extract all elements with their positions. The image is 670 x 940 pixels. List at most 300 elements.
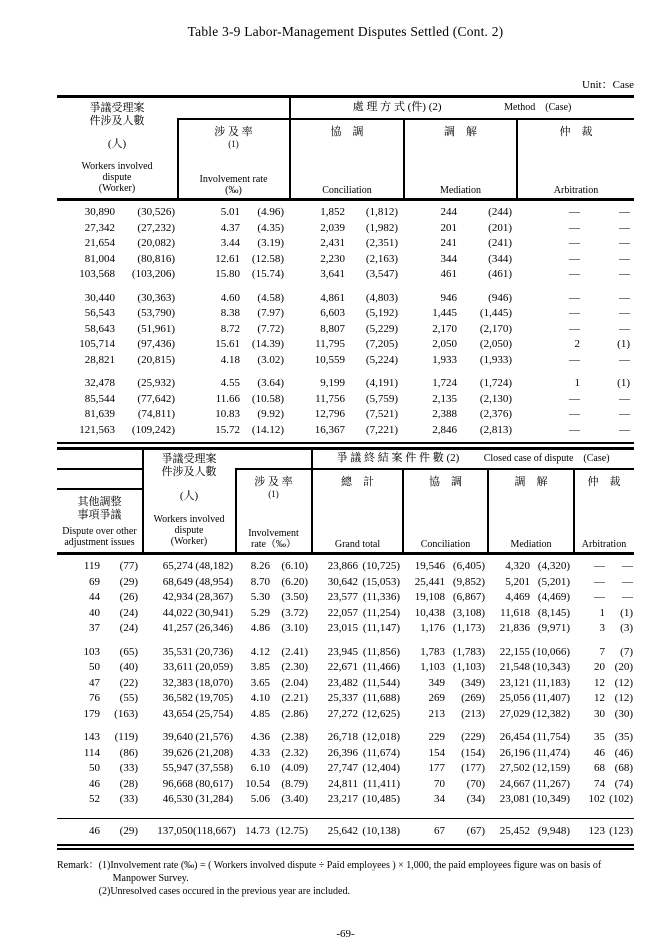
table-disputes-settled-method — [57, 95, 634, 444]
group-header-closed-cases — [312, 450, 634, 466]
table-cell: 349 — [428, 676, 445, 689]
table-cell: 46 — [89, 824, 100, 837]
group-header-method — [290, 98, 634, 116]
table-cell: 32,478 — [84, 377, 115, 389]
table-cell: (102) — [609, 793, 633, 805]
table-cell: 36,582 — [162, 692, 193, 704]
table-cell: (2,170) — [479, 322, 512, 335]
table-cell: (3.10) — [281, 622, 308, 634]
table-row — [57, 252, 634, 268]
table-cell: (3.50) — [281, 591, 308, 603]
table-cell: 23,015 — [327, 622, 358, 634]
table-cell: 23,945 — [327, 645, 358, 658]
table-cell: 70 — [434, 777, 445, 790]
table-cell: 10.54 — [245, 777, 270, 790]
col-header-involvement-rate — [178, 120, 289, 198]
table-cell: — — [619, 392, 630, 405]
table-cell: 5.06 — [250, 793, 270, 805]
table2-bottom-rule2 — [57, 848, 634, 850]
table-cell: 33,611 — [163, 661, 193, 673]
table-cell: (12,382) — [532, 707, 570, 720]
table-cell: (1,783) — [452, 645, 485, 658]
table-cell: 20 — [594, 661, 605, 673]
table-disputes-closed-cases — [57, 447, 634, 850]
col-header-text: Involvement rate — [199, 174, 268, 185]
table-cell: (7.72) — [257, 322, 284, 335]
remark-body — [99, 859, 602, 898]
table-cell: 8.38 — [220, 307, 240, 319]
col-header-text: 仲 裁 — [587, 476, 621, 488]
table-cell: — — [569, 392, 580, 405]
col-header-text: rate（‰） — [250, 539, 296, 550]
table-cell: 25,337 — [327, 692, 358, 704]
table-row — [57, 824, 634, 840]
table-cell: 244 — [440, 206, 457, 218]
table-row — [57, 676, 634, 692]
table-cell: (26,346) — [195, 622, 233, 634]
table1-header — [57, 98, 634, 198]
table2-body — [57, 555, 634, 812]
table-cell: (229) — [461, 731, 485, 743]
row-block — [57, 824, 634, 840]
table-cell: (4.35) — [257, 221, 284, 234]
col-header-text: 爭議受理案 — [89, 102, 145, 114]
table-cell: — — [622, 591, 633, 603]
table-cell: 4,320 — [505, 560, 530, 572]
table-cell: (29) — [119, 575, 138, 588]
table-cell: (28) — [119, 777, 138, 790]
table-cell: 4.55 — [220, 377, 240, 389]
table-cell: (4,191) — [365, 377, 398, 389]
table-cell: (1,445) — [479, 307, 512, 319]
col-header-text: dispute — [174, 525, 204, 536]
table-row — [57, 221, 634, 237]
table-cell: 137,050 — [157, 824, 193, 837]
table-cell: — — [594, 560, 605, 572]
table-cell: (3.19) — [257, 237, 284, 249]
table-cell: 46,530 — [162, 793, 193, 805]
table-cell: (4,469) — [537, 591, 570, 603]
table-cell: (1,173) — [452, 622, 485, 634]
table-cell: 27,272 — [327, 707, 358, 720]
table-cell: 2,388 — [432, 408, 457, 420]
table-cell: 154 — [428, 746, 445, 759]
table-cell: — — [619, 221, 630, 234]
table-cell: (40) — [119, 661, 138, 673]
table-cell: (19,705) — [195, 692, 233, 704]
table-row — [57, 707, 634, 723]
table-cell: (9.92) — [257, 408, 284, 420]
table-cell: — — [569, 206, 580, 218]
table-cell: (28,367) — [195, 591, 233, 603]
table-cell: 2,846 — [432, 423, 457, 436]
table-cell: (11,411) — [363, 777, 400, 790]
table-row — [57, 407, 634, 423]
table-cell: (67) — [466, 824, 485, 837]
table-cell: (20,736) — [195, 645, 233, 658]
remark-line: (2)Unresolved cases occured in the previous year are included. — [98, 886, 350, 897]
table-cell: 241 — [440, 237, 457, 249]
table-cell: (118,667) — [193, 824, 236, 837]
col-header-text: 件涉及人數 — [161, 466, 217, 478]
table-cell: (5,759) — [365, 392, 398, 405]
table-cell: 105,714 — [79, 338, 115, 350]
row-block — [57, 730, 634, 808]
table-cell: (77,642) — [137, 392, 175, 405]
table-cell: (3.02) — [257, 353, 284, 366]
table-cell: 103 — [83, 645, 100, 658]
table-cell: 103,568 — [79, 268, 115, 280]
table-cell: (9,948) — [537, 824, 570, 837]
table-cell: 4,861 — [320, 291, 345, 304]
table-cell: 21,548 — [499, 661, 530, 673]
col-header-grand-total — [313, 470, 402, 552]
table-cell: (11,544) — [362, 676, 400, 689]
table-row — [57, 306, 634, 322]
table-cell: (11,856) — [362, 645, 400, 658]
table-cell: (6,867) — [452, 591, 485, 603]
table-cell: 50 — [89, 762, 100, 774]
table-cell: (10,725) — [362, 560, 400, 572]
table-cell: (10.58) — [251, 392, 284, 405]
table-cell: (1,812) — [365, 206, 398, 218]
table-cell: (11,754) — [532, 731, 570, 743]
table-cell: (86) — [119, 746, 138, 759]
col-header-conciliation — [404, 470, 487, 552]
table-cell: (2,376) — [479, 408, 512, 420]
table-cell: 1,783 — [420, 645, 445, 658]
table-cell: (33) — [119, 762, 138, 774]
table-cell: (25,932) — [137, 377, 175, 389]
table-cell: (12,625) — [362, 707, 400, 720]
table-cell: — — [619, 353, 630, 366]
table-cell: (11,674) — [362, 746, 400, 759]
table-cell: 30 — [594, 707, 605, 720]
table-cell: (2.21) — [281, 692, 308, 704]
table-cell: 1,724 — [432, 377, 457, 389]
table-cell: (11,474) — [532, 746, 570, 759]
col-header-text: Workers involved — [81, 161, 153, 172]
col-header-text: (人) — [179, 490, 199, 502]
group-header-text: 處 理 方 式 (件) (2) — [352, 100, 442, 113]
table-cell: (8.79) — [281, 777, 308, 790]
table-cell: (3,547) — [365, 268, 398, 280]
table-cell: (80,617) — [195, 777, 233, 790]
col-header-conciliation — [291, 120, 403, 198]
table-cell: 7 — [599, 645, 605, 658]
table-cell: (35) — [614, 731, 633, 743]
table-cell: 30,642 — [327, 575, 358, 588]
table-cell: (24) — [119, 622, 138, 634]
table-cell: (9,971) — [537, 622, 570, 634]
table-row — [57, 392, 634, 408]
table-cell: (213) — [461, 707, 485, 720]
table-cell: (2.41) — [281, 645, 308, 658]
table-cell: (4.09) — [281, 762, 308, 774]
table-row — [57, 590, 634, 606]
col-header-text: 件涉及人數 — [89, 115, 145, 127]
table-cell: 42,934 — [162, 591, 193, 603]
table-cell: (123) — [609, 824, 633, 837]
table-cell: 24,811 — [328, 777, 358, 790]
table-cell: 21,654 — [84, 237, 115, 249]
table-cell: 28,821 — [84, 353, 115, 366]
table-cell: (20,815) — [137, 353, 175, 366]
table-cell: 37 — [89, 622, 100, 634]
table-cell: 119 — [83, 560, 100, 572]
table-cell: (946) — [488, 291, 512, 304]
table-cell: 23,081 — [499, 793, 530, 805]
page-title: Table 3-9 Labor-Management Disputes Settled (Cont. 2) — [187, 24, 504, 39]
table-cell: 1,852 — [320, 206, 345, 218]
table-cell: 4.10 — [250, 692, 270, 704]
table-cell: (21,576) — [195, 731, 233, 743]
table-cell: (10,343) — [532, 661, 570, 673]
table-cell: 5.01 — [220, 206, 240, 218]
table-cell: — — [619, 423, 630, 436]
col-header-text: Arbitration — [553, 185, 599, 196]
col-header-mediation — [489, 470, 573, 552]
table-cell: 11,618 — [500, 606, 530, 619]
unit-label: Unit：Case — [582, 79, 634, 91]
table-row — [57, 746, 634, 762]
table-cell: 102 — [588, 793, 605, 805]
table-cell: (3) — [620, 622, 633, 634]
table-cell: (70) — [466, 777, 485, 790]
table1-body — [57, 201, 634, 442]
col-header-text: Conciliation — [420, 539, 471, 550]
table-cell: (103,206) — [131, 268, 175, 280]
table-cell: 46 — [594, 746, 605, 759]
table-cell: 14.73 — [245, 824, 270, 837]
table-cell: — — [569, 322, 580, 335]
table-cell: (2.32) — [281, 746, 308, 759]
table-cell: (10,485) — [362, 793, 400, 805]
table-cell: — — [594, 575, 605, 588]
table-cell: — — [569, 291, 580, 304]
table-cell: (10,138) — [362, 824, 400, 837]
table-cell: (12) — [614, 676, 633, 689]
table-cell: (5,192) — [365, 307, 398, 319]
table-cell: (3,108) — [452, 606, 485, 619]
table-cell: — — [622, 560, 633, 572]
table-cell: 12 — [594, 676, 605, 689]
table-cell: 5.30 — [250, 591, 270, 603]
table-cell: 50 — [89, 661, 100, 673]
table-cell: (46) — [614, 746, 633, 759]
table-cell: 16,367 — [314, 423, 345, 436]
table-cell: (119) — [114, 731, 138, 743]
table-cell: (30,941) — [195, 606, 233, 619]
table-cell: (68) — [614, 762, 633, 774]
table-cell: 10,438 — [414, 606, 445, 619]
table-cell: 4.18 — [220, 353, 240, 366]
col-header-text: 爭議受理案 — [161, 453, 217, 465]
table-cell: 143 — [83, 731, 100, 743]
table-cell: (10,066) — [532, 645, 570, 658]
table-cell: (4,320) — [537, 560, 570, 572]
table-cell: (12) — [614, 692, 633, 704]
table-cell: 1 — [599, 606, 605, 619]
table-cell: (11,183) — [532, 676, 570, 689]
table-row — [57, 761, 634, 777]
table-cell: 1,933 — [432, 353, 457, 366]
table-cell: 81,639 — [84, 408, 115, 420]
table-cell: 65,274 — [162, 560, 193, 572]
table-cell: (1,103) — [452, 661, 485, 673]
table-cell: (77) — [119, 560, 138, 572]
table-cell: (6.20) — [281, 575, 308, 588]
table-cell: (1,724) — [479, 377, 512, 389]
table-cell: 213 — [428, 707, 445, 720]
table-cell: (2.86) — [281, 707, 308, 720]
table-cell: 2,050 — [432, 338, 457, 350]
table-cell: 1,103 — [420, 661, 445, 673]
table-cell: 121,563 — [79, 423, 115, 436]
table-cell: (34) — [466, 793, 485, 805]
table-cell: 8,807 — [320, 322, 345, 335]
table-cell: 23,121 — [499, 676, 530, 689]
table-cell: (14.39) — [251, 338, 284, 350]
table-row — [57, 730, 634, 746]
table-cell: (48,182) — [195, 560, 233, 572]
table-row — [57, 322, 634, 338]
table-cell: (65) — [119, 645, 138, 658]
col-header-text: dispute — [102, 172, 132, 183]
table-cell: 19,546 — [414, 560, 445, 572]
table-cell: — — [622, 575, 633, 588]
table-cell: 25,056 — [499, 692, 530, 704]
table-cell: (5,201) — [537, 575, 570, 588]
table-cell: (97,436) — [137, 338, 175, 350]
table-cell: (74,811) — [137, 408, 175, 420]
table-cell: 76 — [89, 692, 100, 704]
table-cell: 344 — [440, 252, 457, 265]
table-cell: 40 — [89, 606, 100, 619]
col-header-text: Mediation — [510, 539, 552, 550]
table-cell: (4.96) — [257, 206, 284, 218]
table-cell: 15.61 — [215, 338, 240, 350]
table-cell: 69 — [89, 575, 100, 588]
table-cell: 8.70 — [250, 575, 270, 588]
table-cell: (163) — [114, 707, 138, 720]
table2-header — [57, 450, 634, 552]
table-cell: — — [569, 252, 580, 265]
table-cell: (2,050) — [479, 338, 512, 350]
table-cell: 3 — [599, 622, 605, 634]
table-cell: (201) — [488, 221, 512, 234]
table-cell: 2,135 — [432, 392, 457, 405]
row-block — [57, 376, 634, 438]
table-cell: (1) — [620, 606, 633, 619]
table-cell: (7,521) — [365, 408, 398, 420]
table-cell: 11,795 — [315, 338, 345, 350]
remark — [57, 859, 634, 898]
table-cell: 58,643 — [84, 322, 115, 335]
col-header-text: 協 調 — [429, 476, 462, 488]
table-cell: 12,796 — [314, 408, 345, 420]
table-cell: (74) — [614, 777, 633, 790]
table-cell: (2.30) — [281, 661, 308, 673]
col-header-text: Grand total — [334, 539, 381, 550]
table-cell: 4.37 — [220, 221, 240, 234]
table-cell: (9,852) — [452, 575, 485, 588]
table-cell: 22,155 — [499, 645, 530, 658]
table-cell: (2.38) — [281, 731, 308, 743]
table-cell: (1,982) — [365, 221, 398, 234]
table-cell: (2,813) — [479, 423, 512, 436]
table-row — [57, 621, 634, 637]
table-cell: 4.60 — [220, 291, 240, 304]
row-block — [57, 205, 634, 283]
table-cell: (7,221) — [365, 423, 398, 436]
table-cell: 44 — [89, 591, 100, 603]
row-block — [57, 291, 634, 369]
table-cell: 67 — [434, 824, 445, 837]
col-header-text: (Worker) — [98, 183, 136, 194]
table-row — [57, 645, 634, 661]
table2-total-row — [57, 818, 634, 845]
col-header-text: 調 解 — [444, 126, 477, 138]
table-cell: 1,445 — [432, 307, 457, 319]
table-cell: (31,284) — [195, 793, 233, 805]
table-cell: (109,242) — [131, 423, 175, 436]
table-cell: (349) — [461, 676, 485, 689]
table-cell: (27,232) — [137, 221, 175, 234]
table-cell: 3.85 — [250, 661, 270, 673]
table-cell: 2 — [574, 338, 580, 350]
table-cell: (344) — [488, 252, 512, 265]
table-cell: (11,147) — [362, 622, 400, 634]
table-cell: (5,229) — [365, 322, 398, 335]
table-cell: (11,254) — [362, 606, 400, 619]
table-row — [57, 353, 634, 369]
table-cell: 26,454 — [499, 731, 530, 743]
table-cell: (241) — [488, 237, 512, 249]
table-cell: — — [569, 221, 580, 234]
table-cell: 68 — [594, 762, 605, 774]
table-cell: 2,230 — [320, 252, 345, 265]
table-cell: (53,790) — [137, 307, 175, 319]
table-cell: 1,176 — [420, 622, 445, 634]
table-cell: (4.58) — [257, 291, 284, 304]
remark-line: Manpower Survey. — [112, 873, 189, 884]
table-cell: (80,816) — [137, 252, 175, 265]
table-cell: 27,342 — [84, 221, 115, 234]
table-row — [57, 423, 634, 439]
table-cell: (10,349) — [532, 793, 570, 805]
table-cell: (461) — [488, 268, 512, 280]
table-cell: 4.33 — [250, 746, 270, 759]
table-cell: — — [569, 307, 580, 319]
table-cell: 114 — [83, 746, 100, 759]
table-cell: 68,649 — [162, 575, 193, 588]
table-cell: 9,199 — [320, 377, 345, 389]
table-cell: 2,170 — [432, 322, 457, 335]
table-cell: (14.12) — [251, 423, 284, 436]
header-line — [57, 488, 143, 490]
table-cell: (154) — [461, 746, 485, 759]
row-block — [57, 559, 634, 637]
table-cell: (2,130) — [479, 392, 512, 405]
table-cell: 96,668 — [162, 777, 193, 790]
col-header-text: Dispute over other — [62, 526, 137, 537]
table-cell: 56,543 — [84, 307, 115, 319]
page-number: -69- — [336, 928, 355, 940]
col-header-text: Conciliation — [322, 185, 372, 196]
table-cell: (2,163) — [365, 252, 398, 265]
col-header-text: 仲 裁 — [559, 126, 593, 138]
